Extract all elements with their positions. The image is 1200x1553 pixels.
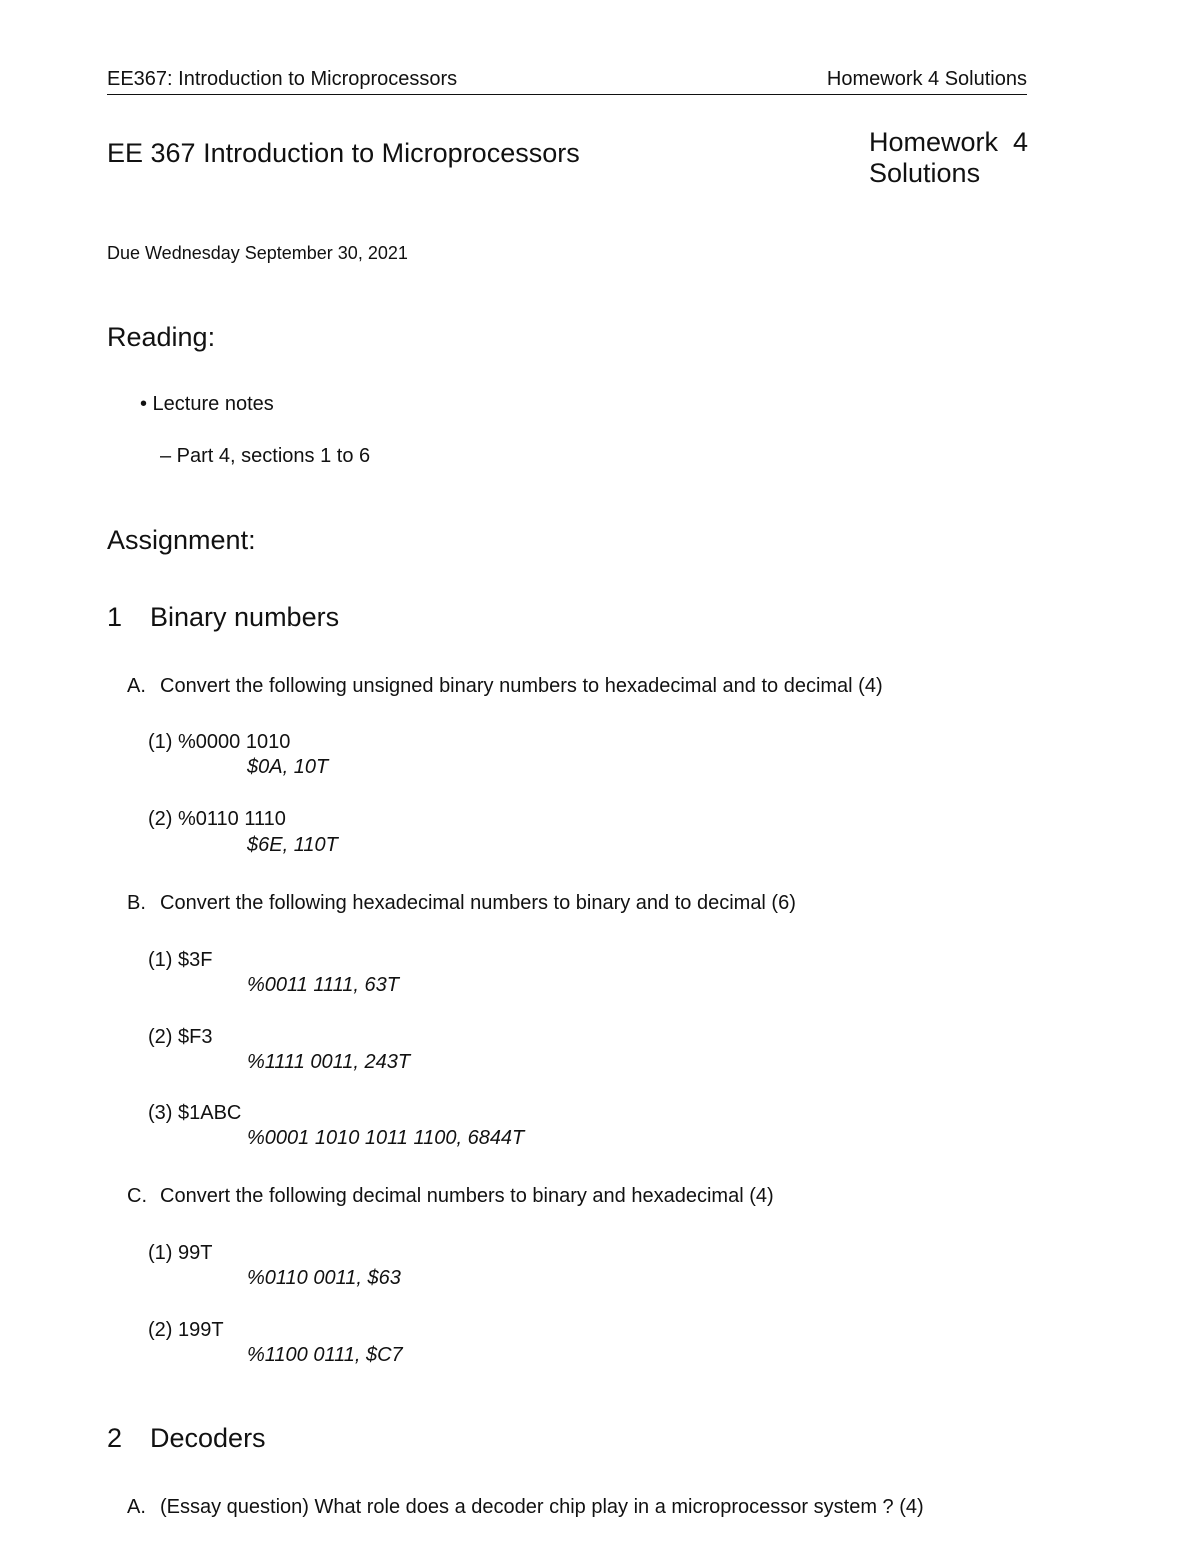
q1a-answer2: $6E, 110T	[247, 834, 338, 856]
running-header-left: EE367: Introduction to Microprocessors	[107, 68, 458, 90]
homework-label-line2: Solutions	[869, 158, 981, 188]
due-date: Due Wednesday September 30, 2021	[107, 243, 408, 263]
q1b-item1: (1) $3F	[148, 949, 213, 971]
reading-heading: Reading:	[107, 322, 216, 352]
section1-title: Binary numbers	[150, 602, 340, 632]
document-title: EE 367 Introduction to Microprocessors	[107, 138, 580, 168]
homework-label-line1: Homework 4	[869, 127, 1029, 157]
q1c-answer2: %1100 0111, $C7	[247, 1344, 403, 1366]
q1a-item1: (1) %0000 1010	[148, 731, 291, 753]
reading-bullet: • Lecture notes	[140, 393, 274, 415]
q2a-letter: A.	[127, 1496, 146, 1518]
q1b-answer1: %0011 1111, 63T	[247, 974, 399, 996]
q1c-item1: (1) 99T	[148, 1242, 213, 1264]
q1b-answer3: %0001 1010 1011 1100, 6844T	[247, 1127, 525, 1149]
section1-number: 1	[107, 602, 123, 632]
section2-number: 2	[107, 1423, 123, 1453]
q1a-text: Convert the following unsigned binary numbers to hexadecimal and to decimal (4)	[160, 675, 883, 697]
running-header-right: Homework 4 Solutions	[826, 68, 1027, 90]
q1b-item2: (2) $F3	[148, 1026, 213, 1048]
q1b-answer2: %1111 0011, 243T	[247, 1051, 411, 1073]
q1a-item2: (2) %0110 1110	[148, 808, 286, 830]
q1c-answer1: %0110 0011, $63	[247, 1267, 401, 1289]
header-rule	[107, 94, 1027, 95]
q1c-letter: C.	[127, 1185, 147, 1207]
q1c-item2: (2) 199T	[148, 1319, 224, 1341]
q1c-text: Convert the following decimal numbers to binary and hexadecimal (4)	[160, 1185, 774, 1207]
q1b-letter: B.	[127, 892, 146, 914]
q1a-answer1: $0A, 10T	[247, 756, 329, 778]
q2a-text: (Essay question) What role does a decoder chip play in a microprocessor system ? (4)	[160, 1496, 924, 1518]
homework-label	[869, 127, 1028, 189]
reading-subitem: – Part 4, sections 1 to 6	[160, 445, 371, 467]
section2-title: Decoders	[150, 1423, 266, 1453]
q1b-item3: (3) $1ABC	[148, 1102, 242, 1124]
assignment-heading: Assignment:	[107, 525, 256, 555]
q1a-letter: A.	[127, 675, 146, 697]
q1b-text: Convert the following hexadecimal numbers to binary and to decimal (6)	[160, 892, 796, 914]
